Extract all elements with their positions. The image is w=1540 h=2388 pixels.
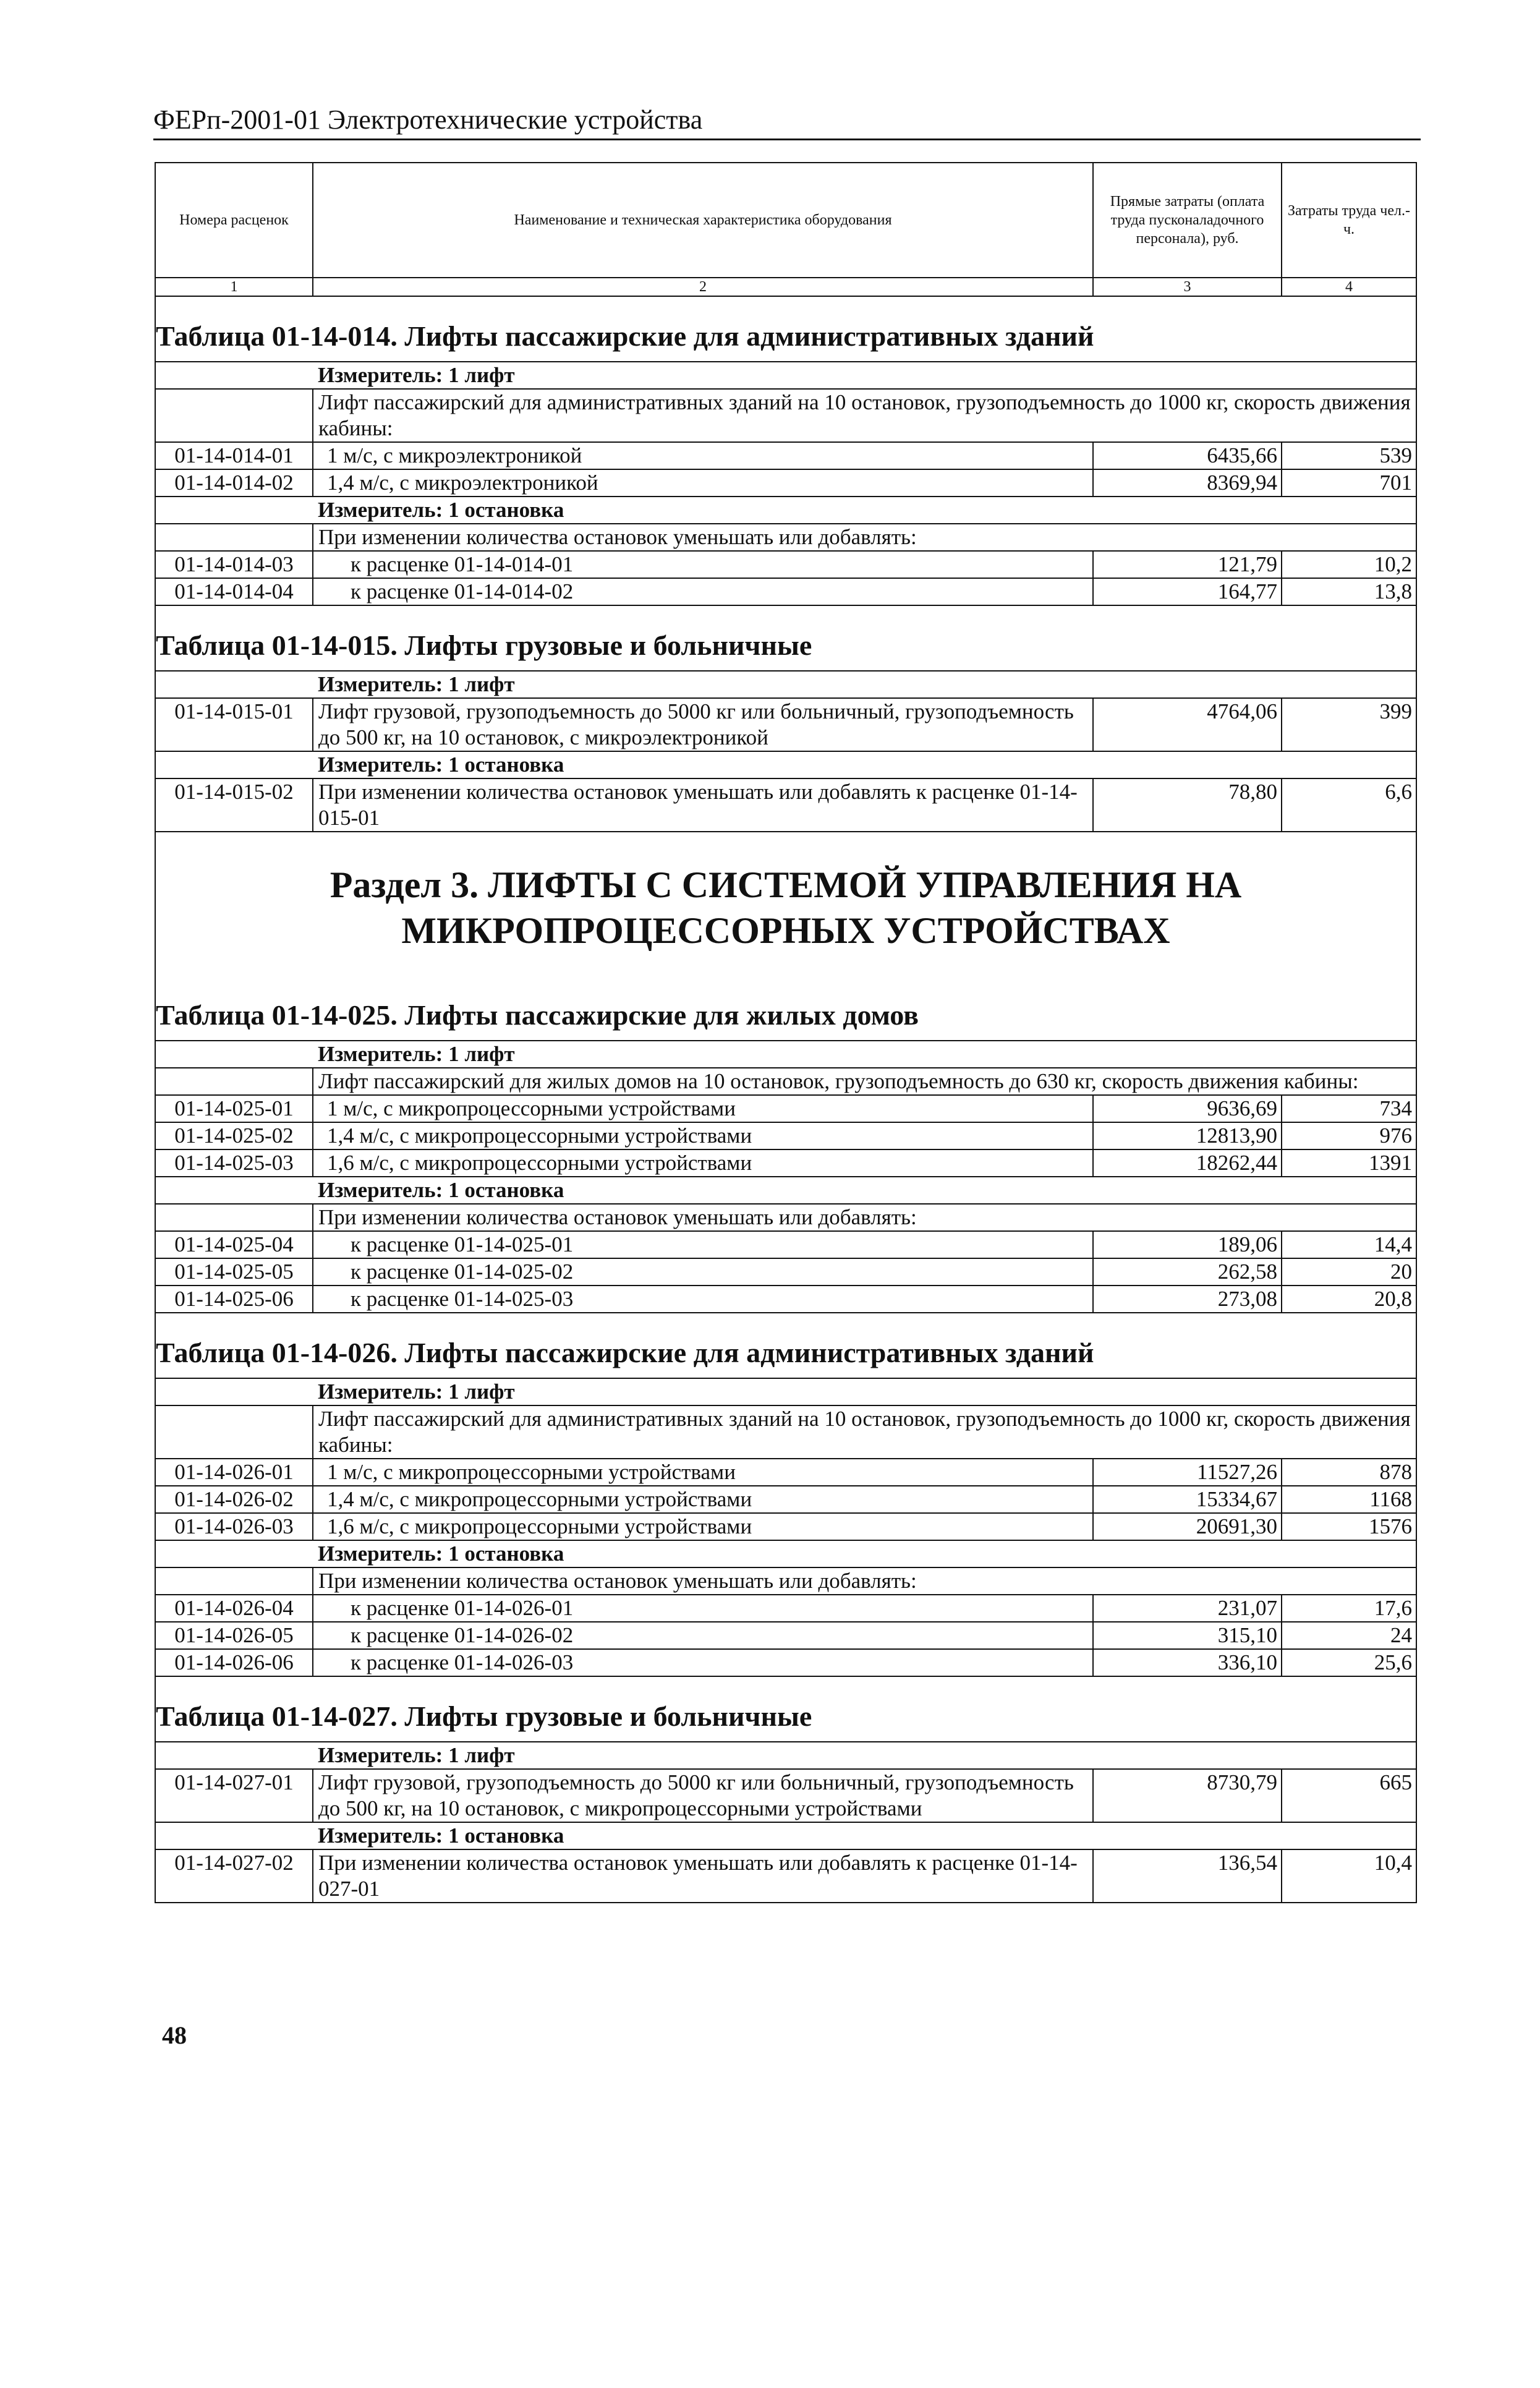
table-title-row <box>155 1676 1416 1742</box>
table-title: Таблица 01-14-025. Лифты пассажирские для жилых домов <box>155 976 1416 1041</box>
unit-label: Измеритель: 1 остановка <box>155 751 1416 778</box>
description-row <box>155 1405 1416 1459</box>
rate-code: 01-14-027-02 <box>155 1849 313 1903</box>
unit-label: Измеритель: 1 лифт <box>155 362 1416 389</box>
direct-cost: 8730,79 <box>1093 1769 1282 1822</box>
table-row <box>155 1513 1416 1540</box>
direct-cost: 262,58 <box>1093 1258 1282 1286</box>
labor-cost: 701 <box>1282 469 1416 497</box>
direct-cost: 20691,30 <box>1093 1513 1282 1540</box>
table-row <box>155 442 1416 469</box>
rate-name: к расценке 01-14-026-03 <box>313 1649 1093 1676</box>
unit-label: Измеритель: 1 лифт <box>155 1742 1416 1769</box>
running-header: ФЕРп-2001-01 Электротехнические устройства <box>153 104 1421 140</box>
table-title: Таблица 01-14-027. Лифты грузовые и больничные <box>155 1676 1416 1742</box>
col-header-name: Наименование и техническая характеристика оборудования <box>313 163 1093 278</box>
rate-code: 01-14-026-02 <box>155 1486 313 1513</box>
rate-code: 01-14-026-06 <box>155 1649 313 1676</box>
direct-cost: 12813,90 <box>1093 1122 1282 1149</box>
unit-row <box>155 1177 1416 1204</box>
unit-label: Измеритель: 1 лифт <box>155 671 1416 698</box>
labor-cost: 734 <box>1282 1095 1416 1122</box>
rate-code: 01-14-014-01 <box>155 442 313 469</box>
unit-label: Измеритель: 1 остановка <box>155 497 1416 524</box>
rate-code: 01-14-025-01 <box>155 1095 313 1122</box>
table-row <box>155 1459 1416 1486</box>
labor-cost: 10,4 <box>1282 1849 1416 1903</box>
table-row <box>155 1849 1416 1903</box>
direct-cost: 8369,94 <box>1093 469 1282 497</box>
labor-cost: 10,2 <box>1282 551 1416 578</box>
table-row <box>155 1122 1416 1149</box>
unit-row <box>155 1378 1416 1405</box>
unit-row <box>155 1822 1416 1849</box>
table-title: Таблица 01-14-015. Лифты грузовые и больничные <box>155 605 1416 671</box>
direct-cost: 231,07 <box>1093 1595 1282 1622</box>
row-code-empty <box>155 1068 313 1095</box>
col-header-labor: Затраты труда чел.-ч. <box>1282 163 1416 278</box>
col-number: 1 <box>155 278 313 296</box>
description-text: Лифт пассажирский для жилых домов на 10 остановок, грузоподъемность до 630 кг, скорость движения кабины: <box>313 1068 1416 1095</box>
table-row <box>155 698 1416 751</box>
table-row <box>155 1286 1416 1313</box>
direct-cost: 4764,06 <box>1093 698 1282 751</box>
section-heading-row <box>155 832 1416 976</box>
unit-label: Измеритель: 1 остановка <box>155 1177 1416 1204</box>
rate-code: 01-14-014-04 <box>155 578 313 605</box>
rate-name: 1,4 м/с, с микроэлектроникой <box>313 469 1093 497</box>
labor-cost: 13,8 <box>1282 578 1416 605</box>
direct-cost: 315,10 <box>1093 1622 1282 1649</box>
unit-row <box>155 1041 1416 1068</box>
rate-name: При изменении количества остановок уменьшать или добавлять к расценке 01-14-027-01 <box>313 1849 1093 1903</box>
table-row <box>155 1149 1416 1177</box>
col-number: 4 <box>1282 278 1416 296</box>
rate-code: 01-14-026-05 <box>155 1622 313 1649</box>
rate-code: 01-14-025-04 <box>155 1231 313 1258</box>
rate-name: к расценке 01-14-026-01 <box>313 1595 1093 1622</box>
unit-row <box>155 671 1416 698</box>
rate-name: 1,4 м/с, с микропроцессорными устройствами <box>313 1486 1093 1513</box>
column-header-row <box>155 163 1416 278</box>
direct-cost: 6435,66 <box>1093 442 1282 469</box>
description-text: Лифт пассажирский для административных зданий на 10 остановок, грузоподъемность до 1000 кг, скорость движения кабины: <box>313 1405 1416 1459</box>
unit-row <box>155 1540 1416 1567</box>
direct-cost: 136,54 <box>1093 1849 1282 1903</box>
labor-cost: 20,8 <box>1282 1286 1416 1313</box>
table-row <box>155 1622 1416 1649</box>
section-heading-line: МИКРОПРОЦЕССОРНЫХ УСТРОЙСТВАХ <box>401 910 1170 951</box>
labor-cost: 1391 <box>1282 1149 1416 1177</box>
rate-code: 01-14-027-01 <box>155 1769 313 1822</box>
rate-name: Лифт грузовой, грузоподъемность до 5000 кг или больничный, грузоподъемность до 500 кг, на 10 остановок, с микропроцессорными устройствами <box>313 1769 1093 1822</box>
col-header-codes: Номера расценок <box>155 163 313 278</box>
column-number-row <box>155 278 1416 296</box>
labor-cost: 6,6 <box>1282 778 1416 832</box>
description-text: При изменении количества остановок уменьшать или добавлять: <box>313 1204 1416 1231</box>
description-row <box>155 389 1416 442</box>
unit-row <box>155 497 1416 524</box>
rate-code: 01-14-014-03 <box>155 551 313 578</box>
rate-code: 01-14-025-06 <box>155 1286 313 1313</box>
table-row <box>155 551 1416 578</box>
table-row <box>155 1769 1416 1822</box>
rate-code: 01-14-025-02 <box>155 1122 313 1149</box>
rate-name: к расценке 01-14-025-02 <box>313 1258 1093 1286</box>
rates-table <box>155 162 1417 1903</box>
row-code-empty <box>155 1204 313 1231</box>
section-heading <box>155 832 1416 976</box>
row-code-empty <box>155 1405 313 1459</box>
unit-row <box>155 1742 1416 1769</box>
description-row <box>155 1567 1416 1595</box>
labor-cost: 1168 <box>1282 1486 1416 1513</box>
rate-code: 01-14-014-02 <box>155 469 313 497</box>
unit-row <box>155 751 1416 778</box>
col-header-cost: Прямые затраты (оплата труда пусконаладочного персонала), руб. <box>1093 163 1282 278</box>
table-row <box>155 1258 1416 1286</box>
rate-name: к расценке 01-14-026-02 <box>313 1622 1093 1649</box>
labor-cost: 539 <box>1282 442 1416 469</box>
table-row <box>155 1649 1416 1676</box>
table-row <box>155 1231 1416 1258</box>
direct-cost: 11527,26 <box>1093 1459 1282 1486</box>
labor-cost: 665 <box>1282 1769 1416 1822</box>
labor-cost: 399 <box>1282 698 1416 751</box>
labor-cost: 1576 <box>1282 1513 1416 1540</box>
direct-cost: 189,06 <box>1093 1231 1282 1258</box>
labor-cost: 25,6 <box>1282 1649 1416 1676</box>
rate-code: 01-14-015-01 <box>155 698 313 751</box>
col-number: 3 <box>1093 278 1282 296</box>
rate-name: При изменении количества остановок уменьшать или добавлять к расценке 01-14-015-01 <box>313 778 1093 832</box>
unit-label: Измеритель: 1 остановка <box>155 1540 1416 1567</box>
rate-name: Лифт грузовой, грузоподъемность до 5000 кг или больничный, грузоподъемность до 500 кг, на 10 остановок, с микроэлектроникой <box>313 698 1093 751</box>
direct-cost: 336,10 <box>1093 1649 1282 1676</box>
unit-row <box>155 362 1416 389</box>
rate-name: 1,4 м/с, с микропроцессорными устройствами <box>313 1122 1093 1149</box>
labor-cost: 24 <box>1282 1622 1416 1649</box>
table-title: Таблица 01-14-014. Лифты пассажирские для административных зданий <box>155 296 1416 362</box>
table-row <box>155 1595 1416 1622</box>
labor-cost: 17,6 <box>1282 1595 1416 1622</box>
direct-cost: 18262,44 <box>1093 1149 1282 1177</box>
rate-code: 01-14-026-04 <box>155 1595 313 1622</box>
page-number: 48 <box>162 2021 187 2049</box>
rate-name: к расценке 01-14-014-02 <box>313 578 1093 605</box>
table-row <box>155 469 1416 497</box>
unit-label: Измеритель: 1 остановка <box>155 1822 1416 1849</box>
rate-name: 1,6 м/с, с микропроцессорными устройствами <box>313 1149 1093 1177</box>
unit-label: Измеритель: 1 лифт <box>155 1378 1416 1405</box>
section-heading-line: Раздел 3. ЛИФТЫ С СИСТЕМОЙ УПРАВЛЕНИЯ НА <box>330 864 1242 905</box>
description-text: При изменении количества остановок уменьшать или добавлять: <box>313 524 1416 551</box>
row-code-empty <box>155 389 313 442</box>
row-code-empty <box>155 1567 313 1595</box>
direct-cost: 15334,67 <box>1093 1486 1282 1513</box>
labor-cost: 878 <box>1282 1459 1416 1486</box>
description-text: Лифт пассажирский для административных зданий на 10 остановок, грузоподъемность до 1000 кг, скорость движения кабины: <box>313 389 1416 442</box>
rate-name: 1 м/с, с микропроцессорными устройствами <box>313 1459 1093 1486</box>
table-title: Таблица 01-14-026. Лифты пассажирские для административных зданий <box>155 1313 1416 1378</box>
table-title-row <box>155 296 1416 362</box>
direct-cost: 121,79 <box>1093 551 1282 578</box>
unit-label: Измеритель: 1 лифт <box>155 1041 1416 1068</box>
rate-name: 1 м/с, с микроэлектроникой <box>313 442 1093 469</box>
table-row <box>155 778 1416 832</box>
rate-name: к расценке 01-14-025-03 <box>313 1286 1093 1313</box>
rate-code: 01-14-015-02 <box>155 778 313 832</box>
direct-cost: 78,80 <box>1093 778 1282 832</box>
direct-cost: 273,08 <box>1093 1286 1282 1313</box>
description-text: При изменении количества остановок уменьшать или добавлять: <box>313 1567 1416 1595</box>
direct-cost: 9636,69 <box>1093 1095 1282 1122</box>
rate-code: 01-14-025-03 <box>155 1149 313 1177</box>
rate-code: 01-14-026-03 <box>155 1513 313 1540</box>
rates-table-frame <box>155 162 1416 2388</box>
rate-code: 01-14-026-01 <box>155 1459 313 1486</box>
description-row <box>155 524 1416 551</box>
rate-code: 01-14-025-05 <box>155 1258 313 1286</box>
labor-cost: 20 <box>1282 1258 1416 1286</box>
direct-cost: 164,77 <box>1093 578 1282 605</box>
row-code-empty <box>155 524 313 551</box>
table-title-row <box>155 976 1416 1041</box>
description-row <box>155 1204 1416 1231</box>
table-row <box>155 578 1416 605</box>
rate-name: 1,6 м/с, с микропроцессорными устройствами <box>313 1513 1093 1540</box>
table-row <box>155 1486 1416 1513</box>
col-number: 2 <box>313 278 1093 296</box>
labor-cost: 976 <box>1282 1122 1416 1149</box>
rate-name: к расценке 01-14-014-01 <box>313 551 1093 578</box>
table-title-row <box>155 605 1416 671</box>
rate-name: 1 м/с, с микропроцессорными устройствами <box>313 1095 1093 1122</box>
rate-name: к расценке 01-14-025-01 <box>313 1231 1093 1258</box>
labor-cost: 14,4 <box>1282 1231 1416 1258</box>
table-row <box>155 1095 1416 1122</box>
description-row <box>155 1068 1416 1095</box>
table-title-row <box>155 1313 1416 1378</box>
